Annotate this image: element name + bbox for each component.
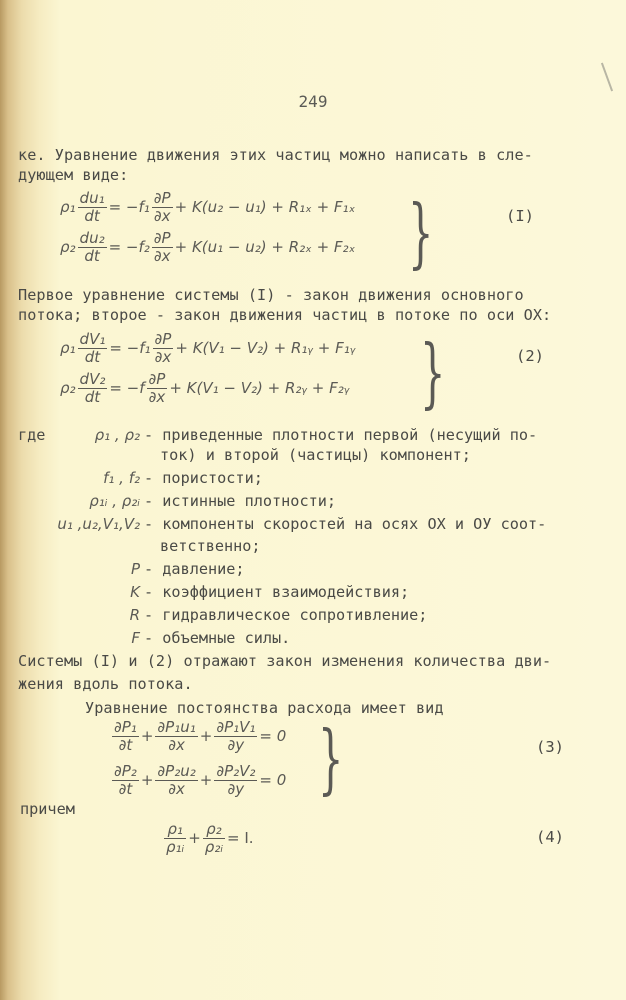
definition-text: - приведенные плотности первой (несущий по- [144,426,538,444]
equals: = −f₁ [109,339,151,357]
equation-number: (3) [536,738,564,756]
definition-symbol: f₁ , f₂ [103,469,140,487]
fraction: $\frac{\text{du₁}}{dt}$ [79,188,105,225]
coef: ρ₂ [60,379,76,397]
definition-symbol: ρ₁ , ρ₂ [94,426,140,444]
pen-mark [601,63,613,92]
equation-system-2 [60,328,355,408]
plus: + [188,829,201,847]
fraction: $\frac{\text{∂P₂u₂}}{\partial x}$ [157,761,196,798]
fraction: $\frac{\text{∂P₁}}{\partial t}$ [114,717,137,754]
fraction: $\frac{\text{∂P₂V₂}}{\partial y}$ [216,761,256,798]
paragraph-line: Уравнение постоянства расхода имеет вид [85,699,444,717]
definition-text: - компоненты скоростей на осях ОХ и ОУ соот- [144,515,547,533]
fraction: $\frac{\partial P}{\partial x}$ [148,369,166,406]
fraction: $\frac{\text{ρ₂}}{\text{ρ₂ᵢ}}$ [204,819,224,856]
equation-terms: + K(u₁ − u₂) + R₂ₓ + F₂ₓ [174,238,356,256]
equation-terms: + K(V₁ − V₂) + R₁ᵧ + F₁ᵧ [175,339,356,357]
paragraph-line: ке. Уравнение движения этих частиц можно написать в сле- [18,146,533,164]
equation-terms: + K(u₂ − u₁) + R₁ₓ + F₁ₓ [174,198,356,216]
definition-text: ток) и второй (частицы) компонент; [160,446,471,464]
equation-number: (4) [536,828,564,846]
definition-text: - истинные плотности; [144,492,337,510]
equals: = −f [109,379,145,397]
equation-row [60,368,355,408]
plus: + [140,727,154,745]
equals: = −f₁ [108,198,150,216]
plus: + [199,771,213,789]
right-brace: } [408,190,434,278]
fraction: $\frac{\text{∂P₁V₁}}{\partial y}$ [216,717,256,754]
fraction: $\frac{\text{∂P₁u₁}}{\partial x}$ [157,717,196,754]
definition-symbol: K [130,583,140,601]
equation-row [60,328,355,368]
equation-row [110,760,286,800]
where-label: где [18,426,46,444]
equation-row [60,187,355,227]
fraction: $\frac{\text{dV₁}}{dt}$ [79,329,106,366]
paragraph-line: Первое уравнение системы (I) - закон движения основного [18,286,524,304]
fraction: $\frac{\partial P}{\partial x}$ [154,329,172,366]
equals: = I. [227,829,254,847]
definition-symbol: u₁ ,u₂,V₁,V₂ [57,515,140,533]
equation-row [110,716,286,756]
fraction: $\frac{\partial P}{\partial x}$ [153,188,171,225]
fraction: $\frac{\text{du₂}}{dt}$ [79,228,105,265]
equation-4 [162,818,254,858]
equation-number: (I) [506,207,534,225]
equals: = 0 [259,727,287,745]
fraction: $\frac{\text{ρ₁}}{\text{ρ₁ᵢ}}$ [166,819,185,856]
definition-symbol: F [131,629,140,647]
fraction: $\frac{\text{∂P₂}}{\partial t}$ [114,761,137,798]
definition-text: - пористости; [144,469,263,487]
definition-symbol: R [129,606,140,624]
equals: = 0 [259,771,287,789]
plus: + [140,771,154,789]
paragraph-line: жения вдоль потока. [18,675,193,693]
right-brace: } [420,330,446,418]
equals: = −f₂ [108,238,150,256]
definition-symbol: ρ₁ᵢ , ρ₂ᵢ [89,492,140,510]
equation-number: (2) [516,347,544,365]
definition-text: - объемные силы. [144,629,291,647]
paragraph-line: потока; второе - закон движения частиц в потоке по оси ОХ: [18,306,552,324]
paragraph-line: дующем виде: [18,166,129,184]
paragraph-line: Системы (I) и (2) отражают закон изменения количества дви- [18,652,552,670]
definition-text: - гидравлическое сопротивление; [144,606,428,624]
equation-system-1 [60,187,355,267]
equation-terms: + K(V₁ − V₂) + R₂ᵧ + F₂ᵧ [169,379,350,397]
equation-row [60,227,355,267]
coef: ρ₁ [60,198,76,216]
coef: ρ₂ [60,238,76,256]
fraction: $\frac{\partial P}{\partial x}$ [153,228,171,265]
coef: ρ₁ [60,339,76,357]
page-number: 249 [298,92,328,111]
definition-text: - коэффициент взаимодействия; [144,583,410,601]
definition-symbol: P [130,560,140,578]
fraction: $\frac{\text{dV₂}}{dt}$ [79,369,106,406]
right-brace: } [318,716,344,804]
equation-row [162,818,254,858]
definition-text: - давление; [144,560,245,578]
plus: + [199,727,213,745]
equation-system-3 [110,716,286,800]
definition-text: ветственно; [160,537,261,555]
moreover-label: причем [20,800,75,818]
